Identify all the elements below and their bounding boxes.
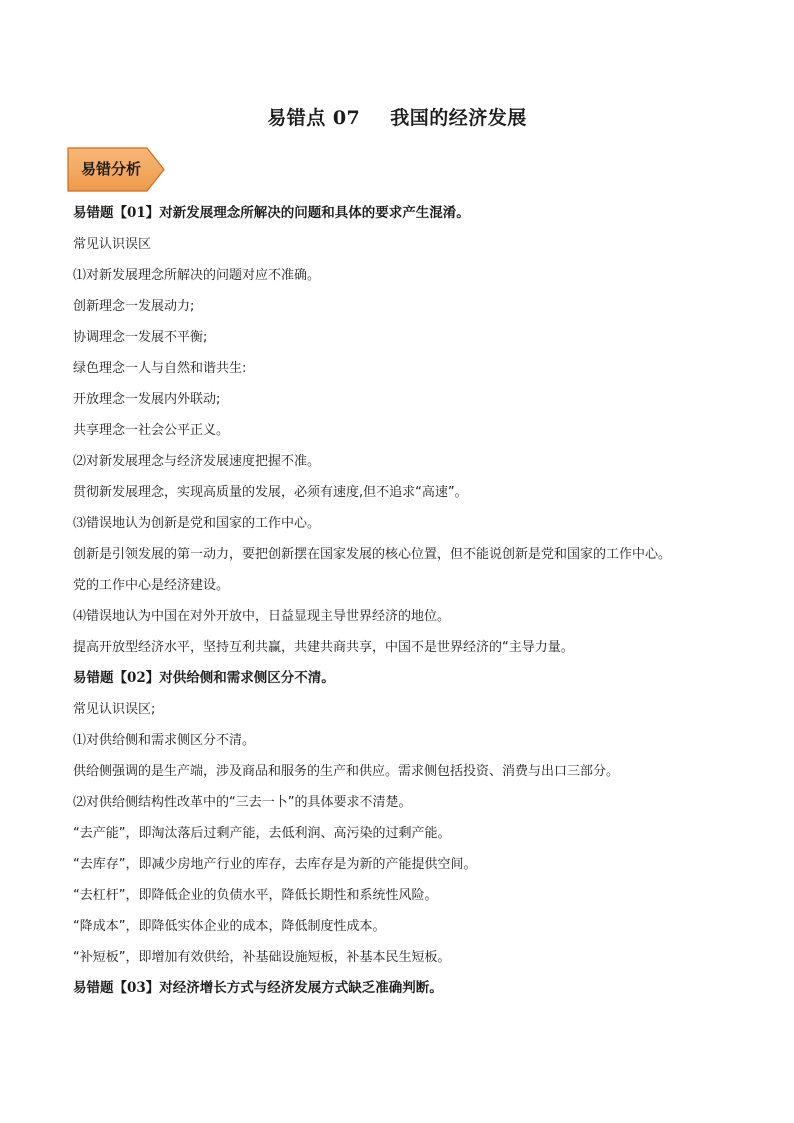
text-line: ⑵对供给侧结构性改革中的“三去一卜”的具体要求不清楚。	[73, 795, 412, 810]
section-tag	[67, 147, 165, 192]
text-line: ⑷错误地认为中国在对外开放中，日益显现主导世界经济的地位。	[73, 609, 451, 624]
text-line: 供给侧强调的是生产端，涉及商品和服务的生产和供应。需求侧包括投资、消费与出口三部分。	[73, 764, 620, 779]
text-line: 协调理念一发展不平衡;	[73, 330, 208, 345]
text-line: 共享理念一社会公平正义。	[73, 423, 230, 438]
text-line: ⑵对新发展理念与经济发展速度把握不准。	[73, 454, 321, 469]
text-line: “降成本”，即降低实体企业的成本，降低制度性成本。	[73, 919, 386, 934]
question-heading: 易错题【03】对经济增长方式与经济发展方式缺乏准确判断。	[73, 980, 443, 996]
text-line: 开放理念一发展内外联动;	[73, 392, 221, 407]
document-body	[73, 198, 733, 1004]
question-heading: 易错题【01】对新发展理念所解决的问题和具体的要求产生混淆。	[73, 205, 470, 221]
text-line: “去产能”，即淘汰落后过剩产能，去低利润、高污染的过剩产能。	[73, 826, 451, 841]
text-line: 党的工作中心是经济建设。	[73, 578, 230, 593]
title-prefix: 易错点 07	[267, 107, 361, 129]
text-line: 绿色理念一人与自然和谐共生:	[73, 361, 247, 376]
text-line: ⑶错误地认为创新是党和国家的工作中心。	[73, 516, 321, 531]
text-line: 贯彻新发展理念，实现高质量的发展，必须有速度,但不追求“高速”。	[73, 485, 468, 500]
text-line: ⑴对供给侧和需求侧区分不清。	[73, 733, 256, 748]
text-line: “去库存”，即减少房地产行业的库存，去库存是为新的产能提供空间。	[73, 857, 477, 872]
text-line: “去杠杆”，即降低企业的负债水平，降低长期性和系统性风险。	[73, 888, 438, 903]
text-line: 常见认识误区;	[73, 702, 156, 717]
text-line: 创新是引领发展的第一动力，要把创新摆在国家发展的核心位置，但不能说创新是党和国家的工作中心。	[73, 547, 672, 562]
text-line: ⑴对新发展理念所解决的问题对应不准确。	[73, 268, 321, 283]
text-line: 创新理念一发展动力;	[73, 299, 195, 314]
document-title	[0, 103, 794, 130]
section-tag-label: 易错分析	[80, 160, 141, 178]
title-main: 我国的经济发展	[390, 107, 527, 129]
text-line: 常见认识误区	[73, 237, 152, 252]
text-line: 提高开放型经济水平，坚持互利共赢，共建共商共享，中国不是世界经济的“主导力量。	[73, 640, 574, 655]
text-line: “补短板”，即增加有效供给，补基础设施短板，补基本民生短板。	[73, 950, 451, 965]
question-heading: 易错题【02】对供给侧和需求侧区分不清。	[73, 670, 335, 686]
